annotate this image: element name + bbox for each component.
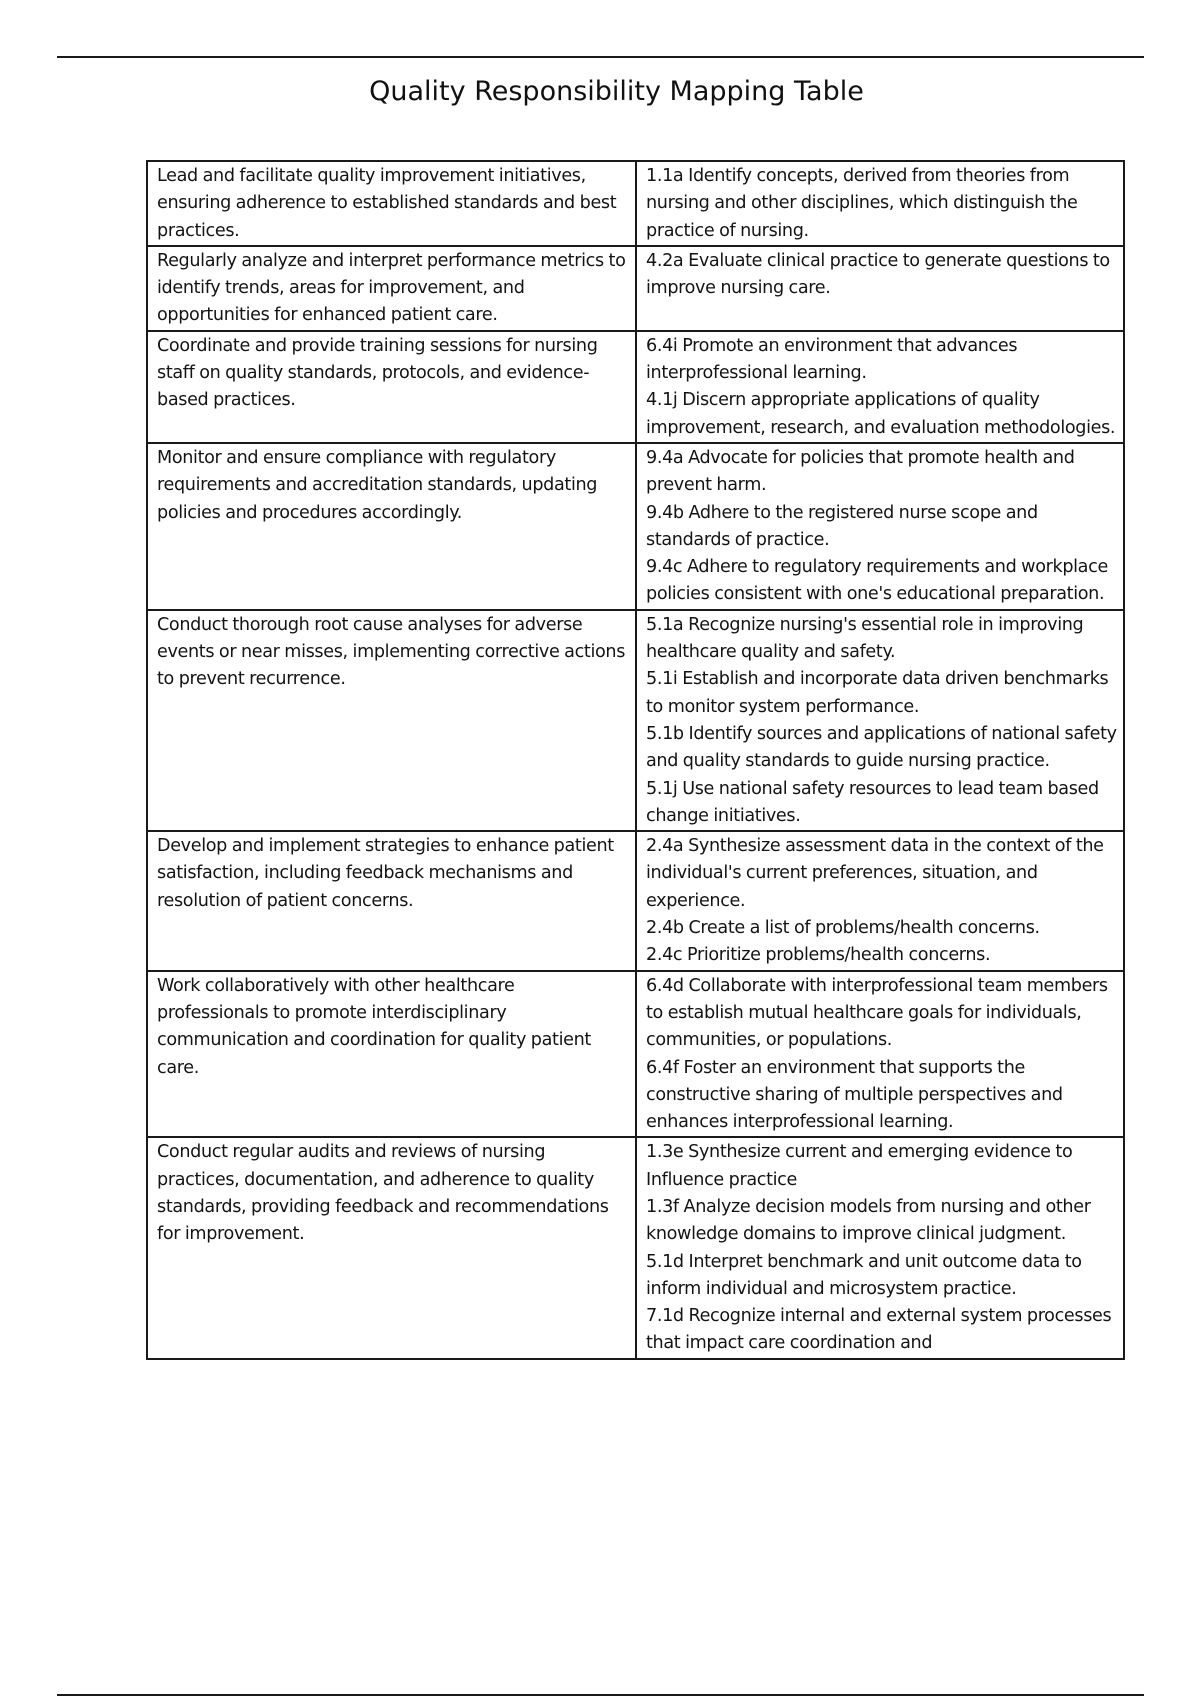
responsibility-cell: Monitor and ensure compliance with regulatory requirements and accreditation standards, updating policies and procedures accordingly. (147, 443, 636, 610)
table-row (147, 1137, 1124, 1358)
competency-cell (636, 161, 1124, 246)
responsibility-cell: Coordinate and provide training sessions for nursing staff on quality standards, protocols, and evidence-based practices. (147, 331, 636, 443)
page-title: Quality Responsibility Mapping Table (369, 76, 864, 107)
competency-item: 6.4f Foster an environment that supports the constructive sharing of multiple perspectives and enhances interprofessional learning. (646, 1057, 1063, 1133)
header-rule (57, 56, 1144, 58)
competency-item: 4.2a Evaluate clinical practice to generate questions to improve nursing care. (646, 250, 1110, 299)
responsibility-cell: Conduct thorough root cause analyses for adverse events or near misses, implementing corrective actions to prevent recurrence. (147, 610, 636, 831)
competency-item: 5.1a Recognize nursing's essential role in improving healthcare quality and safety. (646, 614, 1084, 663)
table-row (147, 610, 1124, 831)
competency-item: 7.1d Recognize internal and external system processes that impact care coordination and (646, 1306, 1112, 1354)
competency-item: 5.1b Identify sources and applications of national safety and quality standards to guide nursing practice. (646, 723, 1117, 772)
responsibility-cell: Conduct regular audits and reviews of nursing practices, documentation, and adherence to quality standards, providing feedback and recommendations for improvement. (147, 1137, 636, 1358)
responsibility-mapping-table (146, 160, 1125, 1360)
competency-cell (636, 610, 1124, 831)
table-row (147, 443, 1124, 610)
competency-item: 9.4c Adhere to regulatory requirements and workplace policies consistent with one's educational preparation. (646, 557, 1108, 605)
table-row (147, 971, 1124, 1138)
competency-item: 6.4i Promote an environment that advances interprofessional learning. (646, 335, 1018, 384)
responsibility-cell: Regularly analyze and interpret performance metrics to identify trends, areas for improvement, and opportunities for enhanced patient care. (147, 246, 636, 331)
responsibility-cell: Lead and facilitate quality improvement initiatives, ensuring adherence to established standards and best practices. (147, 161, 636, 246)
competency-item: 5.1d Interpret benchmark and unit outcome data to inform individual and microsystem practice. (646, 1251, 1082, 1299)
competency-item: 2.4c Prioritize problems/health concerns. (646, 945, 991, 966)
competency-item: 6.4d Collaborate with interprofessional team members to establish mutual healthcare goals for individuals, communities, or populations. (646, 975, 1108, 1051)
responsibility-cell: Work collaboratively with other healthcare professionals to promote interdisciplinary communication and coordination for quality patient care. (147, 971, 636, 1138)
table-row (147, 161, 1124, 246)
competency-item: 1.3f Analyze decision models from nursing and other knowledge domains to improve clinical judgment. (646, 1196, 1091, 1245)
responsibility-cell: Develop and implement strategies to enhance patient satisfaction, including feedback mechanisms and resolution of patient concerns. (147, 831, 636, 970)
competency-item: 1.1a Identify concepts, derived from theories from nursing and other disciplines, which distinguish the practice of nursing. (646, 166, 1078, 241)
competency-item: 9.4a Advocate for policies that promote health and prevent harm. (646, 447, 1075, 496)
competency-cell (636, 971, 1124, 1138)
competency-item: 4.1j Discern appropriate applications of quality improvement, research, and evaluation methodologies. (646, 390, 1116, 438)
table-row (147, 331, 1124, 443)
competency-item: 9.4b Adhere to the registered nurse scope and standards of practice. (646, 502, 1038, 550)
table-row (147, 246, 1124, 331)
competency-item: 1.3e Synthesize current and emerging evidence to Influence practice (646, 1142, 1073, 1190)
competency-item: 5.1i Establish and incorporate data driven benchmarks to monitor system performance. (646, 669, 1109, 717)
competency-cell (636, 246, 1124, 331)
competency-cell (636, 443, 1124, 610)
competency-cell (636, 1137, 1124, 1358)
table-row (147, 831, 1124, 970)
competency-cell (636, 831, 1124, 970)
competency-item: 5.1j Use national safety resources to lead team based change initiatives. (646, 778, 1099, 826)
footer-rule (57, 1694, 1144, 1696)
competency-item: 2.4a Synthesize assessment data in the context of the individual's current preferences, situation, and experience. (646, 836, 1104, 911)
competency-item: 2.4b Create a list of problems/health concerns. (646, 918, 1040, 939)
competency-cell (636, 331, 1124, 443)
